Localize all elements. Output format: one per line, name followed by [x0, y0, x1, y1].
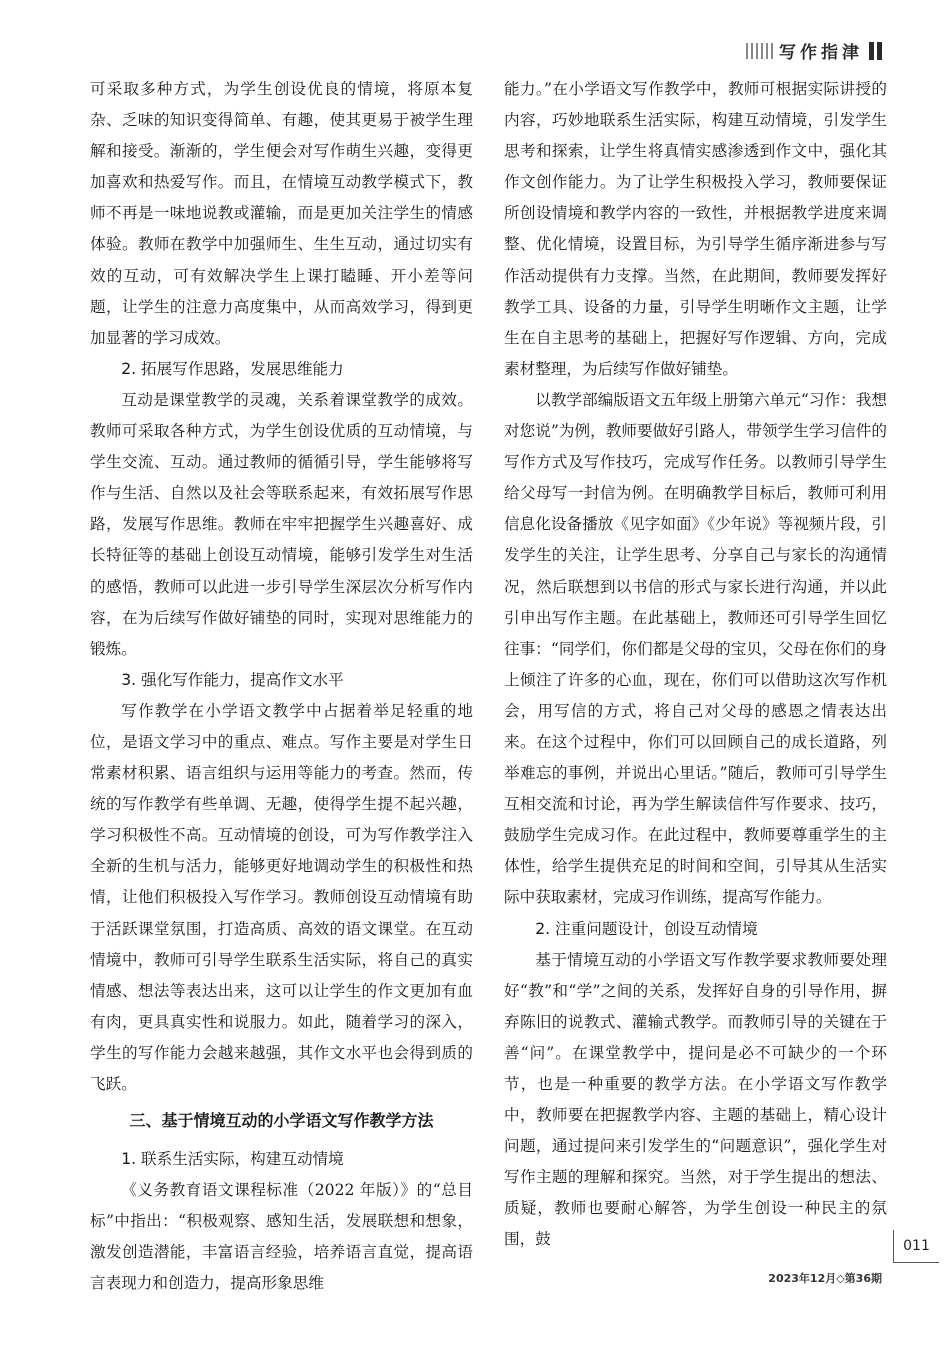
right-column — [504, 74, 887, 1256]
section-title: 写作指津 — [779, 43, 863, 63]
subheading: 2. 拓展写作思路，发展思维能力 — [121, 359, 344, 378]
header-bars-decoration — [869, 42, 882, 60]
paragraph: 以教学部编版语文五年级上册第六单元“习作：我想对您说”为例，教师要做好引路人，带领学生学习信件的写作方式及写作技巧，完成写作任务。以教师引导学生给父母写一封信为例。在明确教学目标后，教师可利用信息化设备播放《见字如面》《少年说》等视频片段，引发学生的关注，让学生思考、分享自己与家长的沟通情况，然后联想到以书信的形式与家长进行沟通，并以此引申出写作主题。在此基础上，教师还可引导学生回忆往事：“同学们，你们都是父母的宝贝，父母在你们的身上倾注了许多的心血，现在，你们可以借助这次写作机会，用写信的方式，将自己对父母的感恩之情表达出来。在这个过程中，你们可以回顾自己的成长道路，列举难忘的事例，并说出心里话。”随后，教师可引导学生互相交流和讨论，再为学生解读信件写作要求、技巧，鼓励学生完成习作。在此过程中，教师要尊重学生的主体性，给学生提供充足的时间和空间，引导其从生活实际中获取素材，完成习作训练，提高写作能力。 — [504, 390, 887, 907]
page-number: 011 — [893, 1230, 939, 1263]
paragraph: 互动是课堂教学的灵魂，关系着课堂教学的成效。教师可采取各种方式，为学生创设优质的互动情境，与学生交流、互动。通过教师的循循引导，学生能够将写作与生活、自然以及社会等联系起来，有效拓展写作思路，发展写作思维。教师在牢牢把握学生兴趣喜好、成长特征等的基础上创设互动情境，能够引发学生对生活的感悟，教师可以此进一步引导学生深层次分析写作内容，在为后续写作做好铺垫的同时，实现对思维能力的锻炼。 — [90, 390, 473, 658]
header-stripes-decoration — [746, 43, 773, 59]
subheading: 2. 注重问题设计，创设互动情境 — [535, 919, 758, 938]
section-heading: 三、基于情境互动的小学语文写作教学方法 — [129, 1111, 434, 1131]
subheading: 1. 联系生活实际，构建互动情境 — [121, 1150, 344, 1169]
paragraph: 基于情境互动的小学语文写作教学要求教师要处理好“教”和“学”之间的关系，发挥好自身的引导作用，摒弃陈旧的说教式、灌输式教学。而教师引导的关键在于善“问”。在课堂教学中，提问是必不可缺少的一个环节，也是一种重要的教学方法。在小学语文写作教学中，教师要在把握教学内容、主题的基础上，精心设计问题，通过提问来引发学生的“问题意识”，强化学生对写作主题的理解和探究。当然，对于学生提出的想法、质疑，教师也要耐心解答，为学生创设一种民主的氛围，鼓 — [504, 950, 887, 1249]
paragraph: 写作教学在小学语文教学中占据着举足轻重的地位，是语文学习中的重点、难点。写作主要是对学生日常素材积累、语言组织与运用等能力的考查。然而，传统的写作教学有些单调、无趣，使得学生提不起兴趣，学习积极性不高。互动情境的创设，可为写作教学注入全新的生机与活力，能够更好地调动学生的积极性和热情，让他们积极投入写作学习。教师创设互动情境有助于活跃课堂氛围，打造高质、高效的语文课堂。在互动情境中，教师可引导学生联系生活实际，将自己的真实情感、想法等表达出来，这可以让学生的作文更加有血有肉，更具真实性和说服力。如此，随着学习的深入，学生的写作能力会越来越强，其作文水平也会得到质的飞跃。 — [90, 701, 473, 1093]
subheading: 3. 强化写作能力，提高作文水平 — [121, 670, 344, 689]
issue-label: 2023年12月◇第36期 — [768, 1272, 882, 1285]
paragraph: 可采取多种方式，为学生创设优良的情境，将原本复杂、乏味的知识变得简单、有趣，使其更易于被学生理解和接受。渐渐的，学生便会对写作萌生兴趣，变得更加喜欢和热爱写作。而且，在情境互动教学模式下，教师不再是一味地说教或灌输，而是更加关注学生的情感体验。教师在教学中加强师生、生生互动，通过切实有效的互动，可有效解决学生上课打瞌睡、开小差等问题，让学生的注意力高度集中，从而高效学习，得到更加显著的学习成效。 — [90, 80, 473, 347]
paragraph: 能力。”在小学语文写作教学中，教师可根据实际讲授的内容，巧妙地联系生活实际，构建互动情境，引发学生思考和探索，让学生将真情实感渗透到作文中，强化其作文创作能力。为了让学生积极投入学习，教师要保证所创设情境和教学内容的一致性，并根据教学进度来调整、优化情境，设置目标，为引导学生循序渐进参与写作活动提供有力支撑。当然，在此期间，教师要发挥好教学工具、设备的力量，引导学生明晰作文主题，让学生在自主思考的基础上，把握好写作逻辑、方向，完成素材整理，为后续写作做好铺垫。 — [504, 80, 887, 378]
paragraph: 《义务教育语文课程标准（2022 年版）》的“总目标”中指出：“积极观察、感知生活，发展联想和想象，激发创造潜能，丰富语言经验，培养语言直觉，提高语言表现力和创造力，提高形象思维 — [90, 1181, 473, 1293]
left-column — [90, 74, 473, 1300]
running-header — [746, 38, 882, 63]
